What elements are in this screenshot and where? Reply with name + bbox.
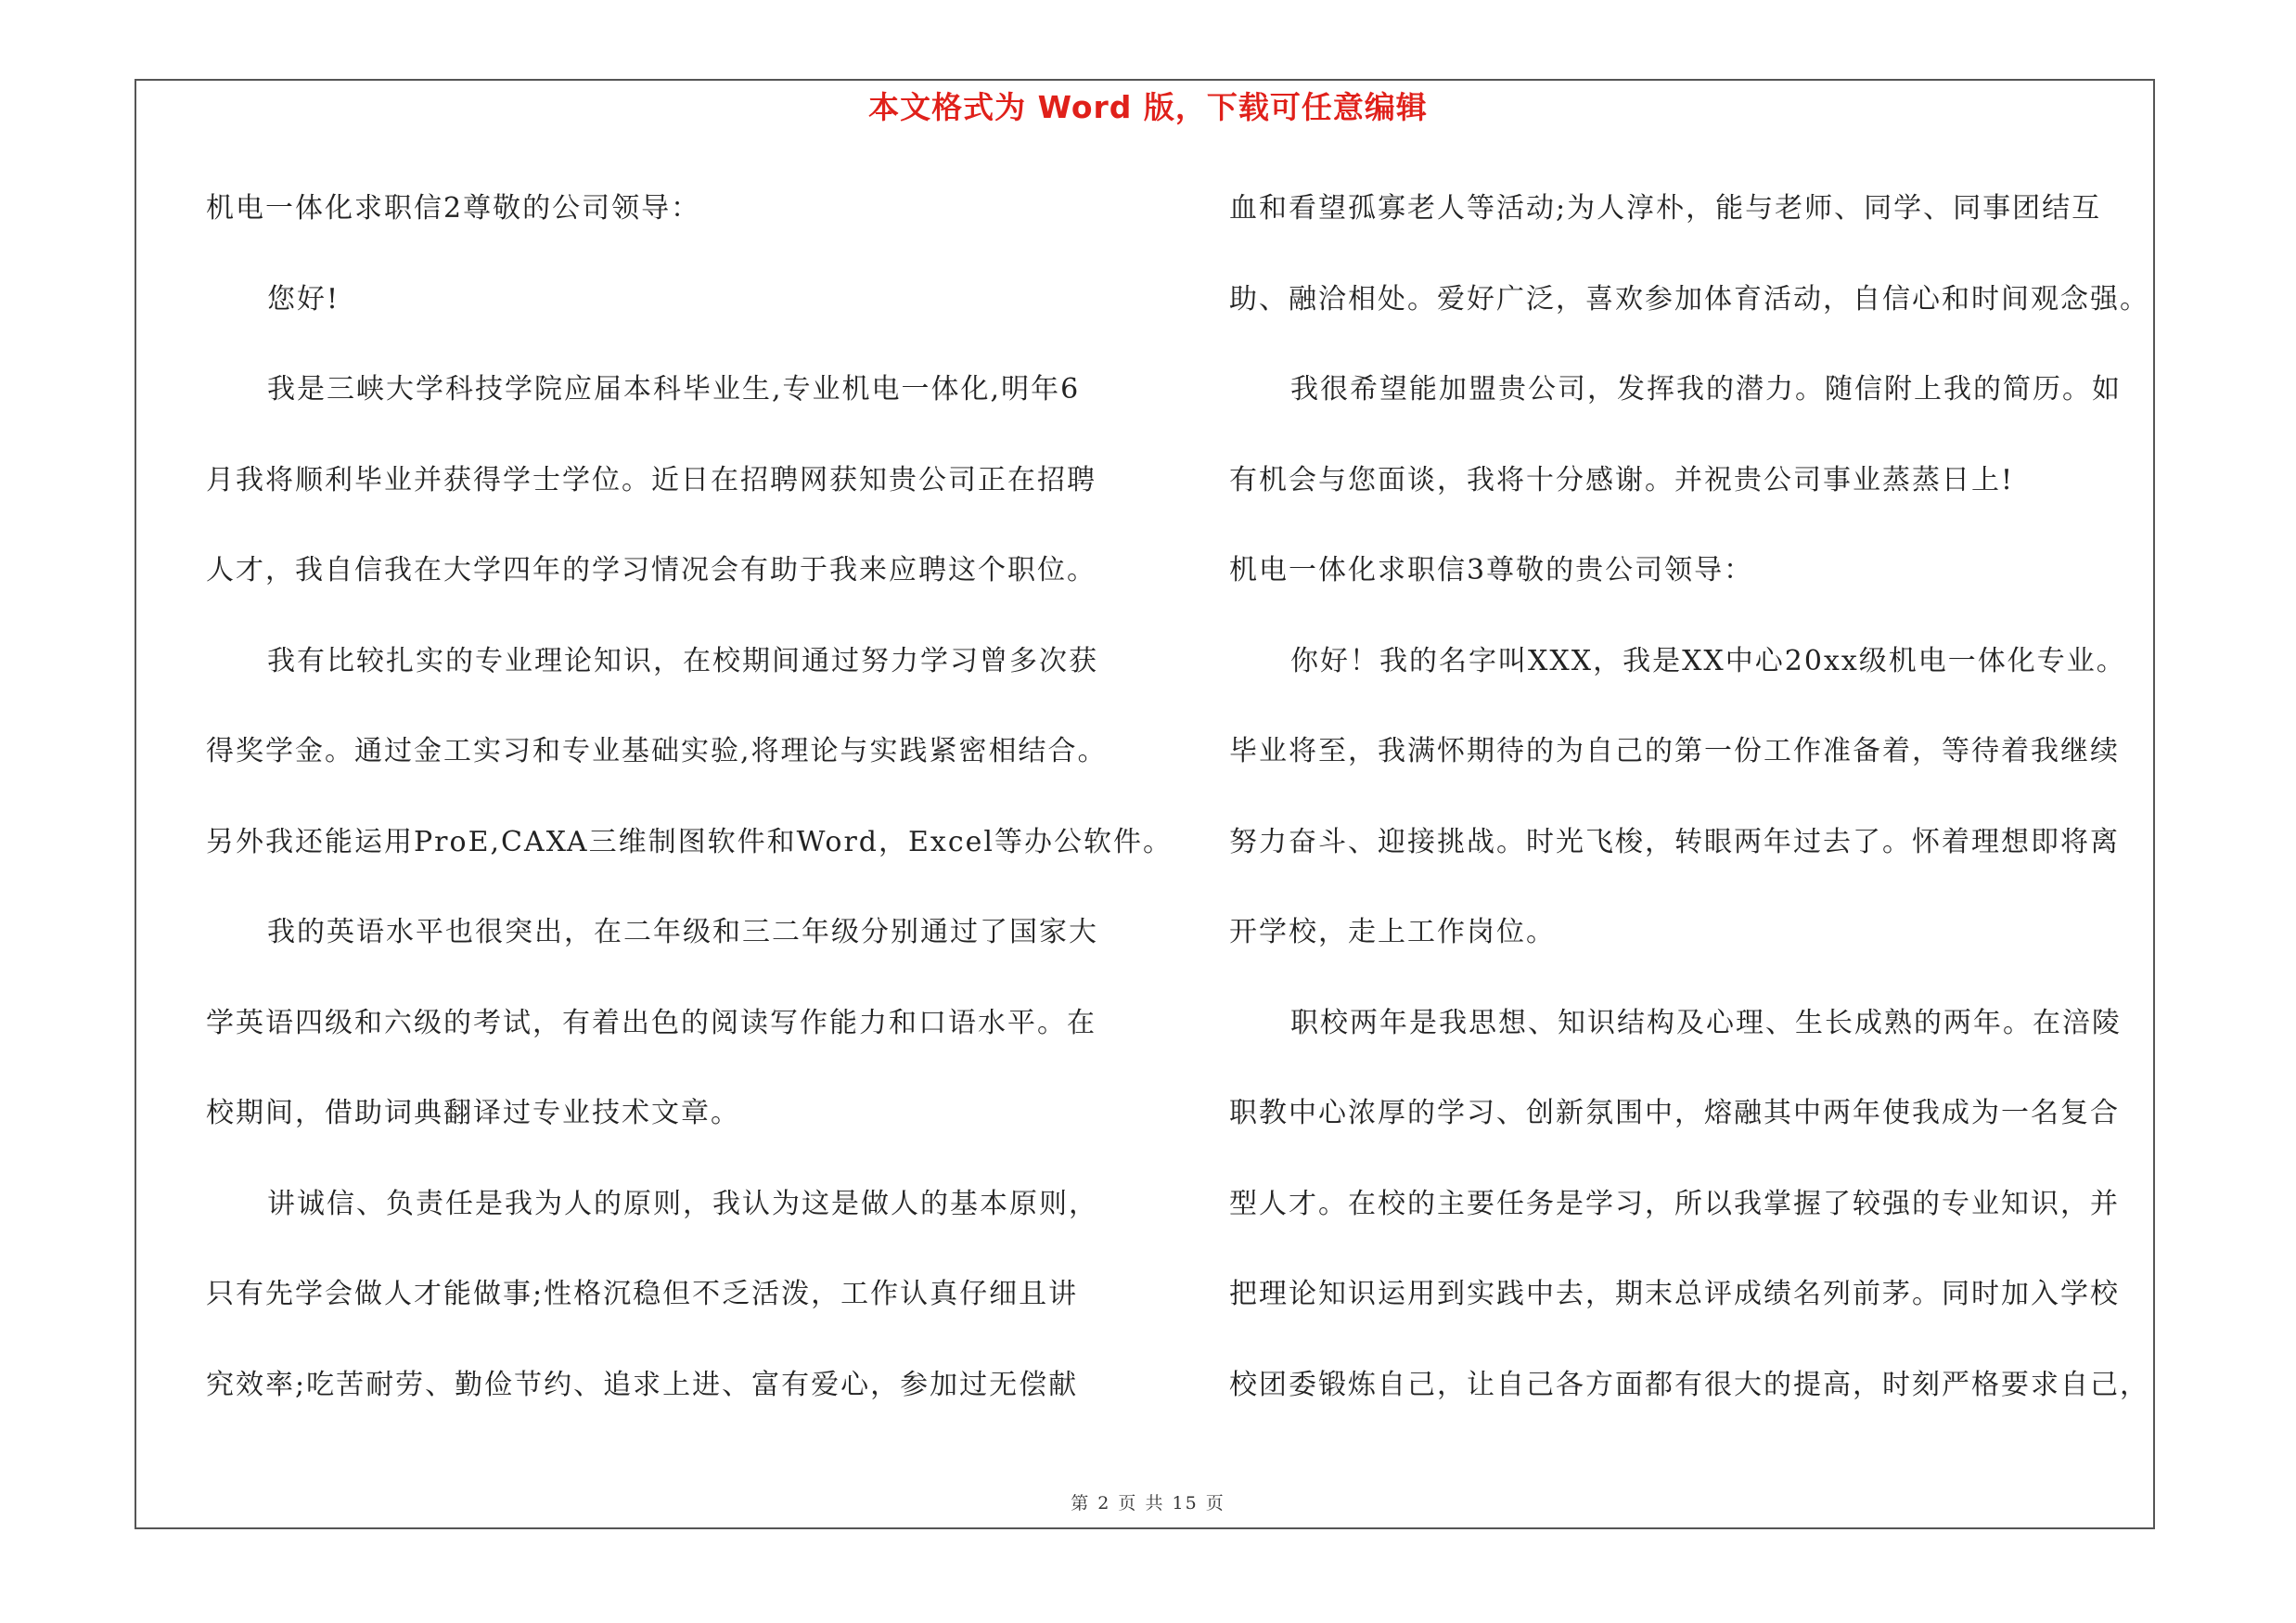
text-line: 我的英语水平也很突出，在二年级和三二年级分别通过了国家大 — [267, 916, 1098, 948]
text-line: 血和看望孤寡老人等活动;为人淳朴，能与老师、同学、同事团结互 — [1229, 192, 2102, 225]
text-line: 职教中心浓厚的学习、创新氛围中，熔融其中两年使我成为一名复合 — [1229, 1097, 2120, 1129]
text-line: 机电一体化求职信2尊敬的公司领导： — [206, 192, 701, 225]
text-line: 我有比较扎实的专业理论知识，在校期间通过努力学习曾多次获 — [267, 644, 1098, 677]
page-number-footer: 第 2 页 共 15 页 — [1071, 1493, 1225, 1514]
right-text-column — [1229, 181, 2185, 1448]
text-line: 校期间，借助词典翻译过专业技术文章。 — [206, 1097, 740, 1129]
text-line: 你好！我的名字叫XXX，我是XX中心20xx级机电一体化专业。 — [1290, 644, 2126, 677]
text-line: 努力奋斗、迎接挑战。时光飞梭，转眼两年过去了。怀着理想即将离 — [1229, 825, 2120, 858]
text-line: 开学校，走上工作岗位。 — [1229, 916, 1556, 948]
text-line: 人才，我自信我在大学四年的学习情况会有助于我来应聘这个职位。 — [206, 554, 1097, 586]
text-line: 学英语四级和六级的考试，有着出色的阅读写作能力和口语水平。在 — [206, 1006, 1097, 1039]
text-line: 机电一体化求职信3尊敬的贵公司领导： — [1229, 554, 1754, 586]
text-line: 校团委锻炼自己，让自己各方面都有很大的提高，时刻严格要求自己， — [1229, 1368, 2149, 1401]
text-line: 把理论知识运用到实践中去，期末总评成绩名列前茅。同时加入学校 — [1229, 1278, 2120, 1310]
text-line: 助、融洽相处。爱好广泛，喜欢参加体育活动，自信心和时间观念强。 — [1229, 282, 2149, 316]
text-line: 另外我还能运用ProE,CAXA三维制图软件和Word，Excel等办公软件。 — [206, 825, 1173, 858]
text-line: 我很希望能加盟贵公司，发挥我的潜力。随信附上我的简历。如 — [1290, 373, 2122, 406]
text-line: 毕业将至，我满怀期待的为自己的第一份工作准备着，等待着我继续 — [1229, 735, 2120, 767]
text-line: 您好! — [267, 282, 340, 316]
word-format-notice: 本文格式为 Word 版，下载可任意编辑 — [868, 89, 1428, 125]
text-line: 讲诚信、负责任是我为人的原则，我认为这是做人的基本原则， — [267, 1187, 1098, 1220]
text-line: 职校两年是我思想、知识结构及心理、生长成熟的两年。在涪陵 — [1290, 1006, 2122, 1039]
text-line: 月我将顺利毕业并获得学士学位。近日在招聘网获知贵公司正在招聘 — [206, 463, 1097, 496]
left-text-column — [206, 181, 1173, 1448]
text-line: 只有先学会做人才能做事;性格沉稳但不乏活泼，工作认真仔细且讲 — [206, 1278, 1079, 1310]
text-line: 得奖学金。通过金工实习和专业基础实验,将理论与实践紧密相结合。 — [206, 735, 1108, 767]
text-line: 究效率;吃苦耐劳、勤俭节约、追求上进、富有爱心，参加过无偿献 — [206, 1368, 1079, 1401]
text-line: 有机会与您面谈，我将十分感谢。并祝贵公司事业蒸蒸日上! — [1229, 463, 2015, 496]
text-line: 我是三峡大学科技学院应届本科毕业生,专业机电一体化,明年6 — [267, 373, 1081, 406]
text-line: 型人才。在校的主要任务是学习，所以我掌握了较强的专业知识，并 — [1229, 1187, 2120, 1220]
